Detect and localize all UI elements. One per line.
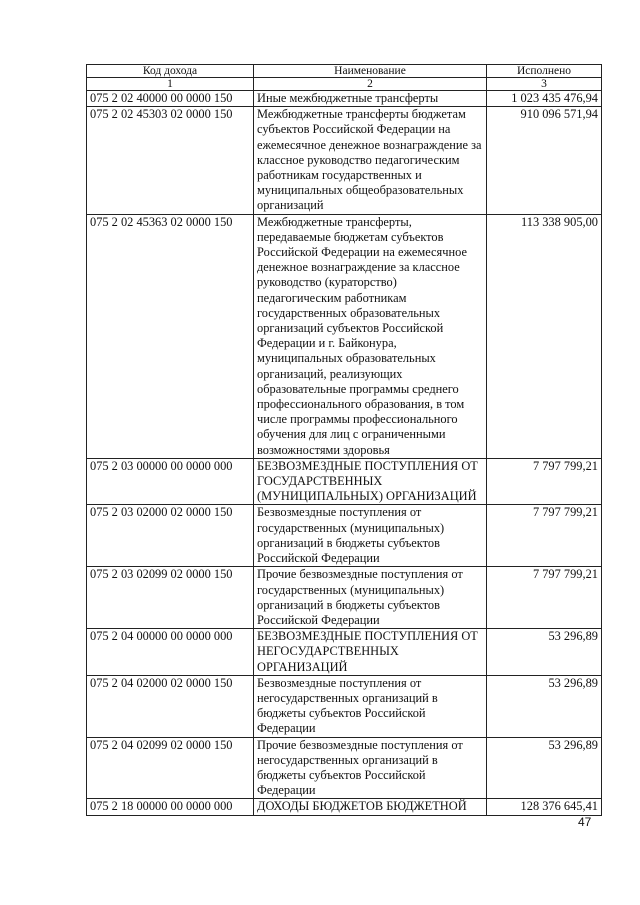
revenue-code: 075 2 03 02099 02 0000 150 xyxy=(87,567,254,629)
header-name: Наименование xyxy=(254,65,487,78)
revenue-name: ДОХОДЫ БЮДЖЕТОВ БЮДЖЕТНОЙ xyxy=(254,799,487,815)
revenue-code: 075 2 03 02000 02 0000 150 xyxy=(87,505,254,567)
revenue-table xyxy=(86,64,602,816)
column-number-2: 2 xyxy=(254,78,487,91)
revenue-code: 075 2 18 00000 00 0000 000 xyxy=(87,799,254,815)
table-header-row xyxy=(87,65,602,78)
revenue-code: 075 2 04 00000 00 0000 000 xyxy=(87,629,254,676)
column-number-1: 1 xyxy=(87,78,254,91)
revenue-code: 075 2 04 02099 02 0000 150 xyxy=(87,737,254,799)
header-code: Код дохода xyxy=(87,65,254,78)
revenue-name: Межбюджетные трансферты бюджетам субъектов Российской Федерации на ежемесячное денежное вознаграждение за классное руководство педагогическим работникам государственных и муниципальных общеобразовательных организаций xyxy=(254,107,487,214)
revenue-amount: 53 296,89 xyxy=(487,629,602,676)
table-row xyxy=(87,675,602,737)
revenue-code: 075 2 04 02000 02 0000 150 xyxy=(87,675,254,737)
page-number: 47 xyxy=(578,815,592,829)
revenue-code: 075 2 02 45363 02 0000 150 xyxy=(87,214,254,458)
revenue-amount: 53 296,89 xyxy=(487,737,602,799)
header-amount: Исполнено xyxy=(487,65,602,78)
table-row xyxy=(87,91,602,107)
table-row xyxy=(87,214,602,458)
revenue-name: Межбюджетные трансферты, передаваемые бюджетам субъектов Российской Федерации на ежемесячное денежное вознаграждение за классное руководство (кураторство) педагогическим работникам государственных образовательных организаций субъектов Российской Федерации и г. Байконура, муниципальных образовательных организаций, реализующих образовательные программы среднего профессионального образования, в том числе программы профессионального обучения для лиц с ограниченными возможностями здоровья xyxy=(254,214,487,458)
revenue-amount: 53 296,89 xyxy=(487,675,602,737)
table-row xyxy=(87,629,602,676)
revenue-amount: 910 096 571,94 xyxy=(487,107,602,214)
column-number-row xyxy=(87,78,602,91)
column-number-3: 3 xyxy=(487,78,602,91)
revenue-name: БЕЗВОЗМЕЗДНЫЕ ПОСТУПЛЕНИЯ ОТ НЕГОСУДАРСТВЕННЫХ ОРГАНИЗАЦИЙ xyxy=(254,629,487,676)
table-row xyxy=(87,799,602,815)
revenue-name: Безвозмездные поступления от негосударственных организаций в бюджеты субъектов Российской Федерации xyxy=(254,675,487,737)
revenue-name: Прочие безвозмездные поступления от негосударственных организаций в бюджеты субъектов Российской Федерации xyxy=(254,737,487,799)
revenue-code: 075 2 03 00000 00 0000 000 xyxy=(87,458,254,505)
table-row xyxy=(87,107,602,214)
revenue-amount: 1 023 435 476,94 xyxy=(487,91,602,107)
table-row xyxy=(87,458,602,505)
revenue-amount: 7 797 799,21 xyxy=(487,505,602,567)
revenue-name: Прочие безвозмездные поступления от государственных (муниципальных) организаций в бюджеты субъектов Российской Федерации xyxy=(254,567,487,629)
revenue-amount: 128 376 645,41 xyxy=(487,799,602,815)
table-row xyxy=(87,505,602,567)
revenue-name: Безвозмездные поступления от государственных (муниципальных) организаций в бюджеты субъектов Российской Федерации xyxy=(254,505,487,567)
revenue-name: БЕЗВОЗМЕЗДНЫЕ ПОСТУПЛЕНИЯ ОТ ГОСУДАРСТВЕННЫХ (МУНИЦИПАЛЬНЫХ) ОРГАНИЗАЦИЙ xyxy=(254,458,487,505)
revenue-amount: 113 338 905,00 xyxy=(487,214,602,458)
revenue-code: 075 2 02 40000 00 0000 150 xyxy=(87,91,254,107)
revenue-amount: 7 797 799,21 xyxy=(487,458,602,505)
revenue-name: Иные межбюджетные трансферты xyxy=(254,91,487,107)
revenue-amount: 7 797 799,21 xyxy=(487,567,602,629)
revenue-code: 075 2 02 45303 02 0000 150 xyxy=(87,107,254,214)
table-row xyxy=(87,737,602,799)
table-row xyxy=(87,567,602,629)
